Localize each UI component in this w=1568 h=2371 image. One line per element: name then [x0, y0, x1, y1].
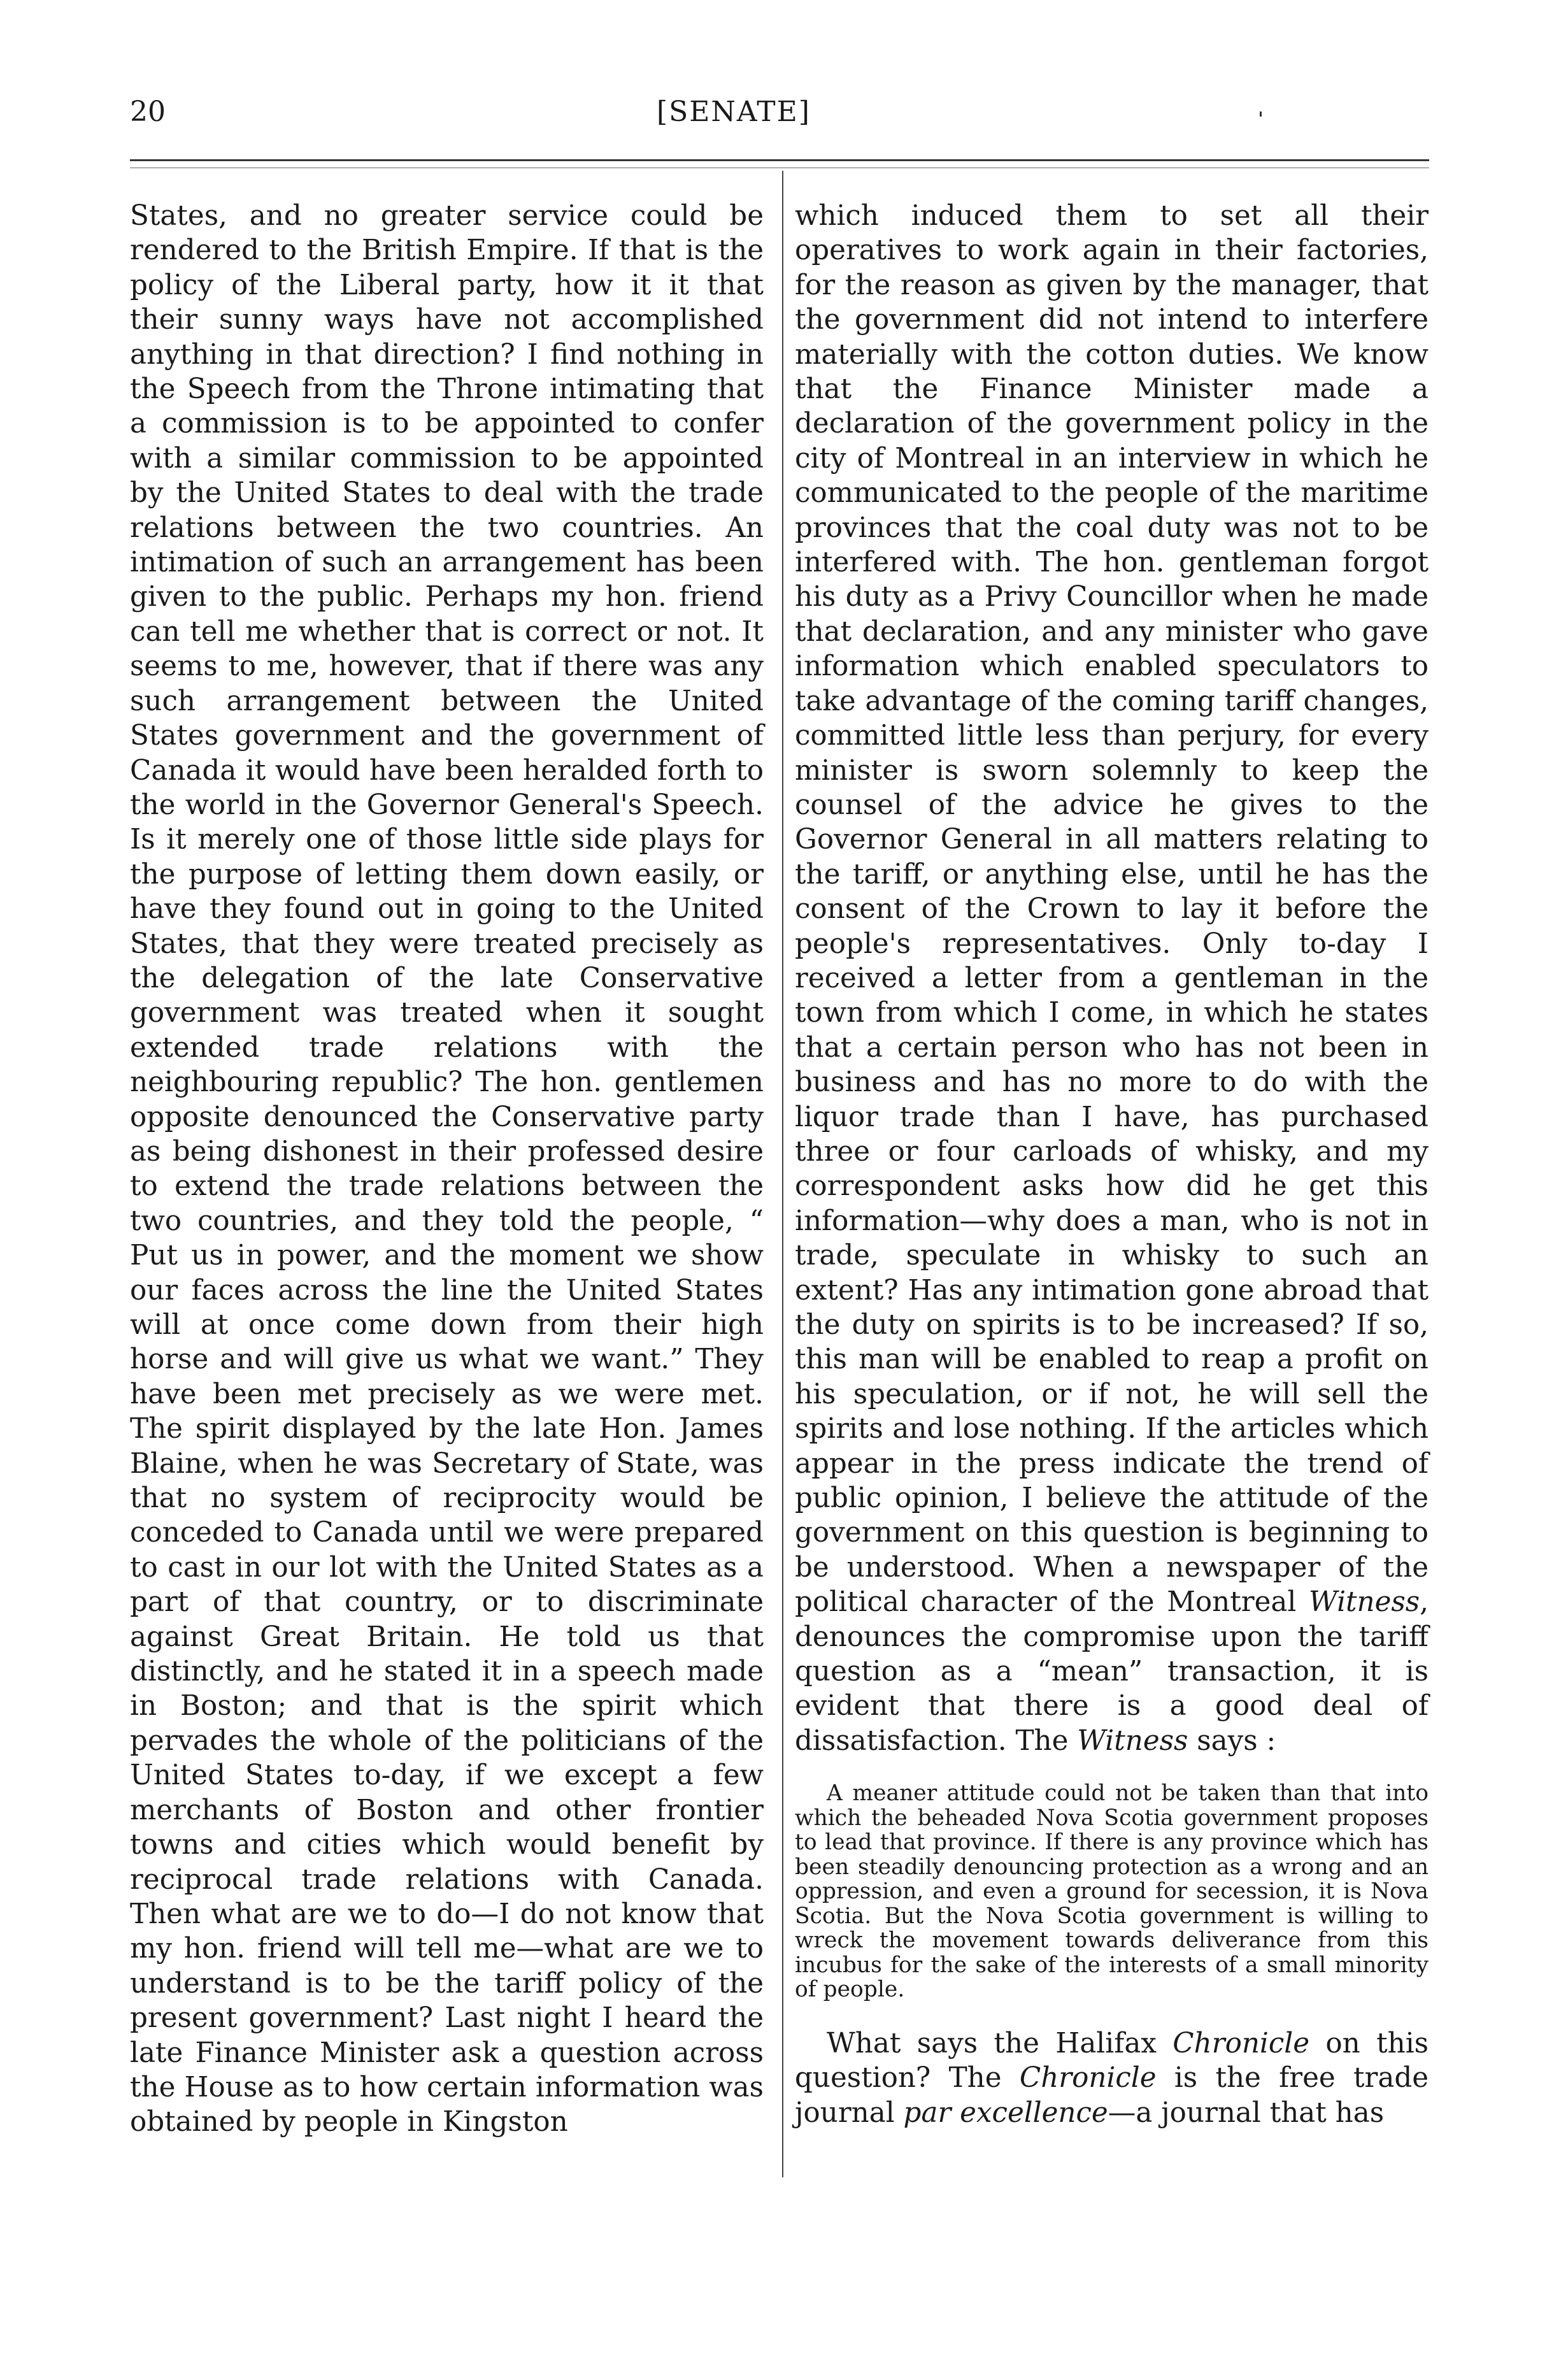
page-number: 20 [130, 96, 166, 128]
right-paragraph-b [795, 2026, 1429, 2130]
chronicle-title: Chronicle [1172, 2027, 1309, 2059]
block-quote: A meaner attitude could not be taken than that into which the beheaded Nova Scotia government proposes to lead that province. If there is any province which has been steadily denouncing protection as a wrong and an oppression, and even a ground for secession, it is Nova Scotia. But the Nova Scotia government is willing to wreck the movement towards deliverance from this incubus for the sake of the interests of a small minority of people. [795, 1780, 1429, 2003]
right-column [795, 199, 1429, 2130]
right-text-a3: says : [1197, 1724, 1276, 1757]
right-text-b3: is the free trade journal [795, 2062, 1429, 2129]
par-excellence: par excellence [903, 2096, 1108, 2129]
right-text-a: which induced them to set all their operatives to work again in their factories, for the reason as given by the manager, that the government did not intend to interfere materially with the cotton duties. We know that the Finance Minister made a declaration of the government policy in the city of Montreal in an interview in which he communicated to the people of the maritime provinces that the coal duty was not to be interfered with. The hon. gentleman forgot his duty as a Privy Councillor when he made that declaration, and any minister who gave information which enabled speculators to take advantage of the coming tariff changes, committed little less than perjury, for every minister is sworn solemnly to keep the counsel of the advice he gives to the Governor General in all matters relating to the tariff, or anything else, until he has the consent of the Crown to lay it before the people's representatives. Only to-day I received a letter from a gentleman in the town from which I come, in which he states that a certain person who has not been in business and has no more to do with the liquor trade than I have, has purchased three or four carloads of whisky, and my correspondent asks how did he get this information—why does a man, who is not in trade, speculate in whisky to such an extent? Has any intimation gone abroad that the duty on spirits is to be increased? If so, this man will be enabled to reap a profit on his speculation, or if not, he will sell the spirits and lose nothing. If the articles which appear in the press indicate the trend of public opinion, I believe the attitude of the government on this question is beginning to be understood. When a newspaper of the political character of the Montreal [795, 200, 1429, 1619]
witness-title: Witness [1309, 1586, 1420, 1619]
witness-title-2: Witness [1077, 1724, 1188, 1757]
right-text-b2: on this question? The [795, 2027, 1429, 2095]
column-divider [782, 171, 783, 2177]
left-column [130, 199, 764, 2140]
chronicle-title-2: Chronicle [1019, 2062, 1157, 2095]
header-rule [130, 159, 1429, 168]
right-text-b4: —a journal that has [1108, 2096, 1385, 2129]
stray-mark [1260, 111, 1262, 117]
right-paragraph-a [795, 199, 1429, 1758]
right-text-a2: , denounces the compromise upon the tariff question as a “mean” transaction, it is evident that there is a good deal of dissatisfaction. The [795, 1586, 1429, 1757]
left-paragraph: States, and no greater service could be rendered to the British Empire. If that is the policy of the Liberal party, how it it that their sunny ways have not accomplished anything in that direction? I find nothing in the Speech from the Throne intimating that a commission is to be appointed to confer with a similar commission to be appointed by the United States to deal with the trade relations between the two countries. An intimation of such an arrangement has been given to the public. Perhaps my hon. friend can tell me whether that is correct or not. It seems to me, however, that if there was any such arrangement between the United States government and the government of Canada it would have been heralded forth to the world in the Governor General's Speech. Is it merely one of those little side plays for the purpose of letting them down easily, or have they found out in going to the United States, that they were treated precisely as the delegation of the late Conservative government was treated when it sought extended trade relations with the neighbouring republic? The hon. gentlemen opposite denounced the Conservative party as being dishonest in their professed desire to extend the trade relations between the two countries, and they told the people, “ Put us in power, and the moment we show our faces across the line the United States will at once come down from their high horse and will give us what we want.” They have been met precisely as we were met. The spirit displayed by the late Hon. James Blaine, when he was Secretary of State, was that no system of reciprocity would be conceded to Canada until we were prepared to cast in our lot with the United States as a part of that country, or to discriminate against Great Britain. He told us that distinctly, and he stated it in a speech made in Boston; and that is the spirit which pervades the whole of the politicians of the United States to-day, if we except a few merchants of Boston and other frontier towns and cities which would benefit by reciprocal trade relations with Canada. Then what are we to do—I do not know that my hon. friend will tell me—what are we to understand is to be the tariff policy of the present government? Last night I heard the late Finance Minister ask a question across the House as to how certain information was obtained by people in Kingston [130, 200, 764, 2138]
right-text-b1: What says the Halifax [827, 2027, 1157, 2059]
running-head: [SENATE] [657, 96, 811, 128]
